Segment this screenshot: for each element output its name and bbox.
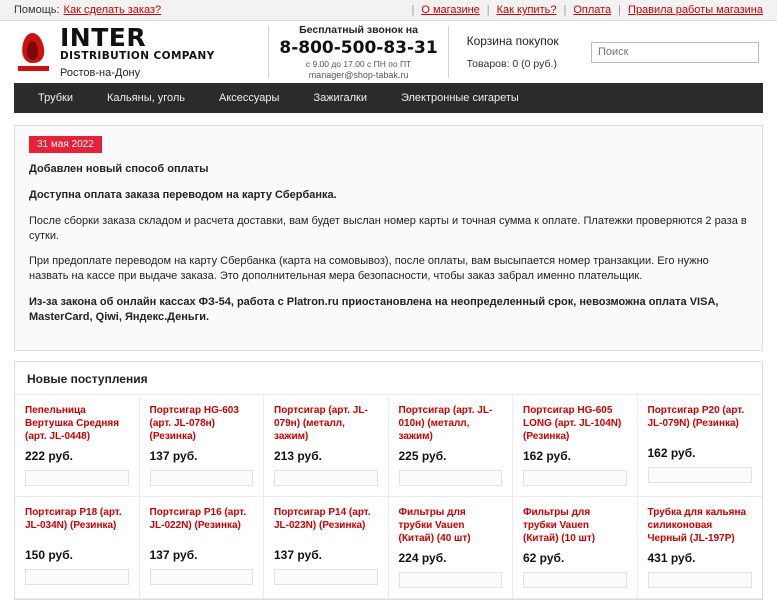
new-arrivals-section — [14, 361, 763, 600]
news-panel — [14, 125, 763, 351]
product-price: 222 руб. — [25, 448, 73, 463]
product-card[interactable] — [513, 395, 638, 497]
product-name[interactable]: Трубка для кальяна силиконовая Черный (JL-197Р) — [647, 506, 747, 544]
product-thumbnail — [150, 569, 254, 585]
phone-title: Бесплатный звонок на — [299, 24, 418, 36]
product-price: 213 руб. — [274, 448, 322, 463]
product-card[interactable] — [15, 497, 140, 599]
product-price: 224 руб. — [398, 550, 447, 565]
store-rules-link[interactable]: Правила работы магазина — [628, 4, 763, 16]
site-header — [0, 21, 777, 83]
news-paragraph-1: После сборки заказа складом и расчета доставки, вам будет выслан номер карты и точная сумма к оплате. Платежки проверяются 2 раза в сутки. — [29, 214, 747, 242]
product-name[interactable]: Портсигар P20 (арт. JL-079N) (Резинка) — [647, 404, 745, 429]
product-thumbnail — [25, 569, 129, 585]
phone-block — [268, 26, 448, 78]
product-price: 162 руб. — [523, 448, 571, 463]
product-price: 62 руб. — [523, 550, 565, 565]
product-card[interactable] — [638, 497, 763, 599]
nav-item-pipes[interactable]: Трубки — [38, 92, 73, 104]
separator-3: | — [563, 4, 567, 16]
product-card[interactable] — [15, 395, 140, 497]
product-card[interactable] — [264, 395, 389, 497]
search-block — [591, 42, 763, 63]
flame-logo-icon — [14, 31, 54, 73]
product-thumbnail — [648, 572, 753, 588]
cart-title: Корзина покупок — [466, 34, 559, 48]
search-input[interactable] — [591, 42, 759, 63]
new-arrivals-title: Новые поступления — [27, 371, 148, 386]
separator-2: | — [486, 4, 490, 16]
nav-item-hookahs[interactable]: Кальяны, уголь — [106, 92, 186, 104]
product-card[interactable] — [140, 497, 265, 599]
product-price: 150 руб. — [25, 547, 73, 562]
logo[interactable] — [14, 25, 268, 79]
product-card[interactable] — [389, 395, 514, 497]
top-utility-bar — [0, 0, 777, 21]
logo-city: Ростов-на-Дону — [60, 66, 141, 79]
cart-block[interactable] — [449, 34, 591, 70]
product-thumbnail — [25, 470, 129, 486]
news-date-badge: 31 мая 2022 — [29, 136, 102, 153]
product-thumbnail — [523, 470, 627, 486]
product-price: 431 руб. — [647, 550, 696, 565]
how-to-buy-link[interactable]: Как купить? — [496, 4, 557, 16]
product-price: 162 руб. — [647, 445, 696, 460]
cart-summary: Товаров: 0 (0 руб.) — [466, 58, 557, 70]
product-price: 225 руб. — [398, 448, 447, 463]
separator-4: | — [618, 4, 622, 16]
product-grid — [15, 394, 762, 599]
news-paragraph-3: Из-за закона об онлайн кассах ФЗ-54, работа с Platron.ru приостановлена на неопределенный срок, невозможна оплата VISA, MasterCard, Qiwi, Яндекс.Деньги. — [29, 296, 719, 323]
product-name[interactable]: Пепельница Вертушка Средняя (арт. JL-0448) — [25, 404, 120, 442]
product-name[interactable]: Портсигар P14 (арт. JL-023N) (Резинка) — [274, 506, 371, 531]
product-name[interactable]: Фильтры для трубки Vauen (Китай) (40 шт) — [398, 506, 471, 544]
product-thumbnail — [274, 470, 378, 486]
product-price: 137 руб. — [274, 547, 322, 562]
product-name[interactable]: Портсигар HG-603 (арт. JL-078н) (Резинка) — [149, 404, 239, 442]
product-thumbnail — [523, 572, 627, 588]
phone-number[interactable]: 8-800-500-83-31 — [279, 38, 438, 58]
about-store-link[interactable]: О магазине — [421, 4, 480, 16]
product-thumbnail — [150, 470, 254, 486]
phone-hours: с 9.00 до 17.00 с ПН по ПТ — [305, 59, 412, 69]
product-thumbnail — [648, 467, 753, 483]
contact-email[interactable]: manager@shop-tabak.ru — [308, 70, 409, 80]
product-thumbnail — [399, 470, 503, 486]
product-name[interactable]: Портсигар HG-605 LONG (арт. JL-104N) (Резинка) — [523, 404, 622, 442]
product-price: 137 руб. — [149, 448, 198, 463]
product-price: 137 руб. — [149, 547, 198, 562]
product-name[interactable]: Портсигар (арт. JL-010н) (металл, зажим) — [398, 404, 493, 442]
help-label: Помощь: — [14, 4, 60, 16]
product-name[interactable]: Фильтры для трубки Vauen (Китай) (10 шт) — [523, 506, 596, 544]
product-card[interactable] — [638, 395, 763, 497]
product-card[interactable] — [513, 497, 638, 599]
logo-line-2: DISTRIBUTION COMPANY — [60, 50, 215, 63]
how-to-order-link[interactable]: Как сделать заказ? — [63, 4, 162, 16]
news-headline: Добавлен новый способ оплаты — [29, 163, 209, 175]
logo-text — [60, 25, 215, 79]
product-thumbnail — [274, 569, 378, 585]
main-navigation — [14, 83, 763, 113]
separator-1: | — [411, 4, 415, 16]
product-name[interactable]: Портсигар (арт. JL-079н) (металл, зажим) — [274, 404, 368, 442]
product-name[interactable]: Портсигар P18 (арт. JL-034N) (Резинка) — [25, 506, 122, 531]
logo-line-1: INTER — [60, 23, 147, 53]
news-paragraph-2: При предоплате переводом на карту Сбербанка (карта на сомовывоз), после оплаты, вам высыпается номер транзакции. Его нужно назвать на кассе при выдаче заказа. Это дополнительная мера безопасности, чтобы заказ забрал именно плательщик. — [29, 255, 709, 283]
product-thumbnail — [399, 572, 503, 588]
product-card[interactable] — [264, 497, 389, 599]
top-links — [411, 4, 763, 16]
nav-item-accessories[interactable]: Аксессуары — [219, 92, 280, 104]
nav-item-lighters[interactable]: Зажигалки — [313, 92, 367, 104]
news-subheadline: Доступна оплата заказа переводом на карту Сбербанка. — [29, 188, 337, 201]
product-name[interactable]: Портсигар P16 (арт. JL-022N) (Резинка) — [149, 506, 247, 531]
product-card[interactable] — [140, 395, 265, 497]
product-card[interactable] — [389, 497, 514, 599]
payment-link[interactable]: Оплата — [573, 4, 612, 16]
nav-item-ecigs[interactable]: Электронные сигареты — [400, 92, 519, 104]
